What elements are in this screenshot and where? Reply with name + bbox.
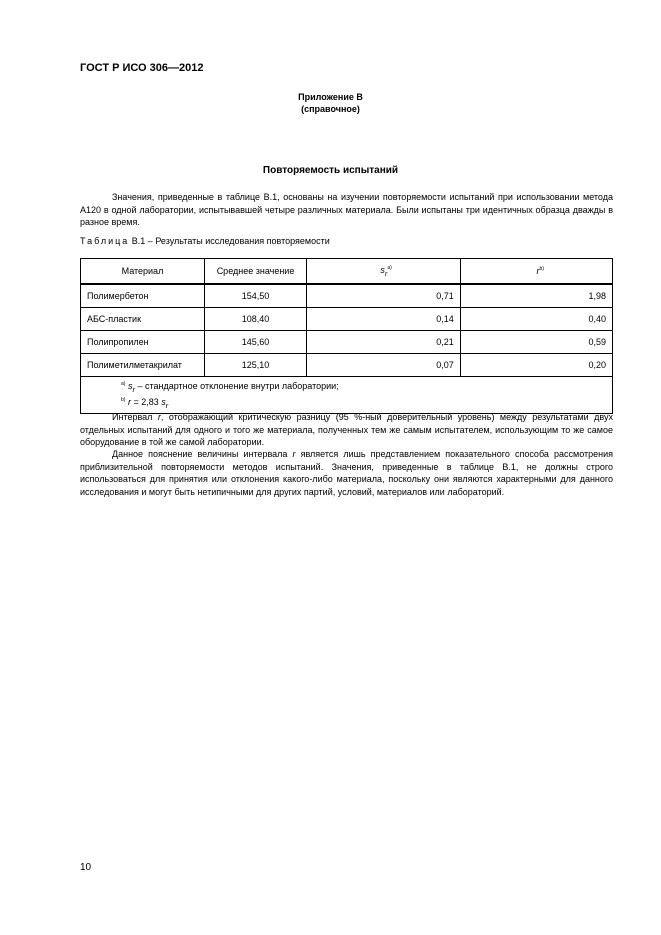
cell-sr: 0,21 [307,331,461,354]
note-b-subscript: r [165,400,169,410]
header-mean: Среднее значение [204,259,306,285]
header-sr [307,259,461,285]
cell-sr: 0,07 [307,354,461,377]
standard-designation: ГОСТ Р ИСО 306—2012 [80,62,204,74]
table-notes [81,377,613,414]
cell-sr: 0,14 [307,308,461,331]
note-a-text: – стандартное отклонение внутри лаборатории; [134,381,339,391]
header-sr-note: a) [387,264,392,271]
results-table [80,258,613,414]
annex-title: Приложение В [298,92,363,102]
note-b-text: = 2,83 [130,396,162,407]
cell-material: АБС-пластик [81,308,205,331]
header-sr-subscript: r [384,268,388,278]
table-note-b [121,395,612,411]
table-note-a [121,379,612,395]
paragraph-intro [80,191,613,229]
cell-mean: 108,40 [204,308,306,331]
note-b-symbol: r [127,396,131,407]
note-b-mark: b) [121,396,126,403]
paragraph-explanation [80,448,613,498]
table-caption-label: Таблица [80,236,130,246]
table-notes-row [81,377,613,414]
annex-heading [0,91,661,115]
paragraph-explanation-lead: Данное пояснение величины интервала [112,449,293,459]
table-row [81,331,613,354]
cell-material: Полипропилен [81,331,205,354]
cell-r: 0,40 [460,308,612,331]
note-b-s-symbol: s [161,396,166,407]
note-a-subscript: r [132,384,135,394]
paragraph-explanation-text: является лишь представлением показательного способа рассмотрения приблизительной повторяемости методов испытаний. Значения, приведенные в таблице В.1, не должны строго использоваться для принятия или отклонения какого-либо материала, поскольку они являются характерными для данного исследования и могут быть нетипичными для других партий, условий, материалов или лабораторий. [80,449,614,497]
cell-mean: 125,10 [204,354,306,377]
paragraph-interval-text: , отображающий критическую разницу (95 %-ный доверительный уровень) между результатами двух отдельных испытаний для одного и того же материала, полученных тем же самым испытателем, использующим то же самое оборудование в той же самой лаборатории. [80,412,613,447]
paragraph-intro-text: Значения, приведенные в таблице В.1, основаны на изучении повторяемости испытаний при использовании метода А120 в одной лаборатории, испытывавшей четыре различных материала. Были испытаны три идентичных образца дважды в разное время. [80,192,613,227]
cell-material: Полиметилметакрилат [81,354,205,377]
paragraph-interval-symbol: r [157,412,161,422]
cell-mean: 145,60 [204,331,306,354]
cell-sr: 0,71 [307,284,461,308]
header-r [460,259,612,285]
cell-material: Полимербетон [81,284,205,308]
table-caption [80,236,330,246]
table-row [81,308,613,331]
header-r-symbol: r [536,266,540,276]
table-row [81,284,613,308]
cell-r: 0,59 [460,331,612,354]
cell-r: 1,98 [460,284,612,308]
page-number: 10 [80,862,92,873]
cell-r: 0,20 [460,354,612,377]
paragraph-interval [80,411,613,449]
table-header-row [81,259,613,285]
table-row [81,354,613,377]
table-caption-text: В.1 – Результаты исследования повторяемости [129,236,330,246]
header-sr-symbol: s [380,264,385,275]
note-a-mark: a) [121,381,126,387]
cell-mean: 154,50 [204,284,306,308]
annex-subtitle: (справочное) [301,104,360,114]
header-r-note: b) [539,266,544,272]
header-material: Материал [81,259,205,285]
section-title: Повторяемость испытаний [262,165,399,176]
paragraph-interval-lead: Интервал [112,412,158,422]
note-a-symbol: s [127,381,133,391]
paragraph-explanation-symbol: r [292,449,296,459]
